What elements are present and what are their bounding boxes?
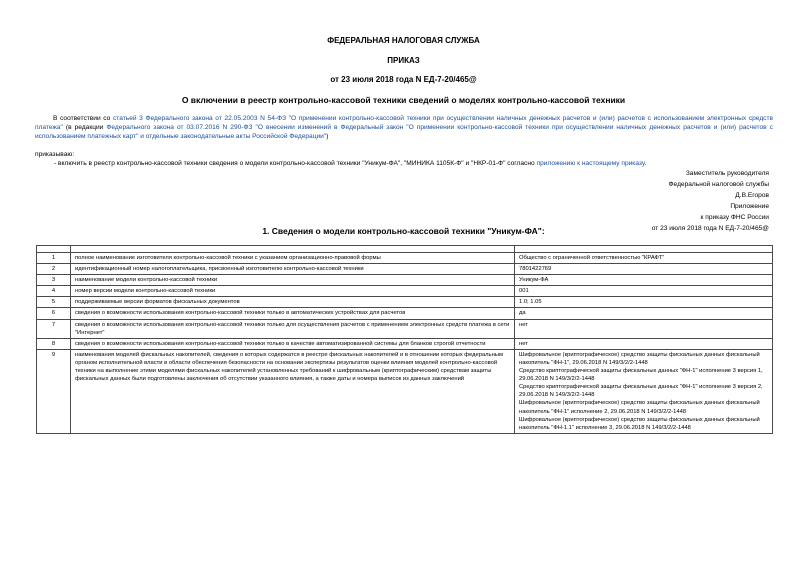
table-row xyxy=(37,297,773,308)
law-54fz-link[interactable]: статьей 3 Федерального закона от 22.05.2003 N 54-ФЗ "О применении контрольно-кассовой техники при осуществлении наличных денежных расчетов и (или) расчетов с использованием электронных средств платежа" xyxy=(35,115,773,131)
row-value: 1.0; 1.05 xyxy=(515,297,773,308)
document-subject: О включении в реестр контрольно-кассовой техники сведений о моделях контрольно-кассовой техники xyxy=(181,95,626,105)
signer-name: Д.В.Егоров xyxy=(735,192,769,199)
intro-text-3: ) xyxy=(326,133,329,140)
row-number: 8 xyxy=(37,338,71,349)
table-row xyxy=(37,253,773,264)
model-info-table xyxy=(36,245,773,434)
row-description: наименования моделей фискальных накопителей, сведения о которых содержатся в реестре фискальных накопителей и в отношении которых федеральным органом исполнительной власти в области обеспечения безопасности на основании экспертизы результатов оценки влияния моделей контрольно-кассовой техники на выполнение этими моделями фискальных накопителей установленных требований к шифровальным (криптографическим) средствам защиты фискальных данных были подготовлены заключения об отсутствии указанного влияния, а также даты и номера выписок из данных заключений xyxy=(71,349,515,433)
row-number: 9 xyxy=(37,349,71,433)
table-row xyxy=(37,308,773,319)
signer-agency: Федеральной налоговой службы xyxy=(668,181,769,188)
row-number: 2 xyxy=(37,264,71,275)
row-number: 5 xyxy=(37,297,71,308)
row-value: 001 xyxy=(515,286,773,297)
row-description: идентификационный номер налогоплательщика, присвоенный изготовителю контрольно-кассовой техники xyxy=(71,264,515,275)
row-description: поддерживаемые версии форматов фискальных документов xyxy=(71,297,515,308)
row-value: да xyxy=(515,308,773,319)
decree-item-text: - включить в реестр контрольно-кассовой техники сведения о модели контрольно-кассовой техники "Уникум-ФА", "МИНИКА 1105К-Ф" и "НКР-01-Ф" согласно xyxy=(54,160,535,167)
row-value: 7801422769 xyxy=(515,264,773,275)
intro-text-2: (в редакции xyxy=(65,124,104,131)
row-description: сведения о возможности использования контрольно-кассовой техники только для осуществления расчетов с применением электронных средств платежа в сети "Интернет" xyxy=(71,319,515,338)
table-row xyxy=(37,286,773,297)
row-number: 6 xyxy=(37,308,71,319)
decree-item xyxy=(54,159,774,168)
fiscal-drive-entry: Шифровальное (криптографическое) средство защиты фискальных данных фискальный накопитель "ФН-1.1" исполнение 3, 29.06.2018 N 149/3/2/2-1448 xyxy=(519,416,760,431)
signer-position: Заместитель руководителя xyxy=(685,170,769,177)
table-row xyxy=(37,319,773,338)
fiscal-drive-entry: Шифровальное (криптографическое) средство защиты фискальных данных фискальный накопитель "ФН-1" исполнение 2, 29.06.2018 N 149/3/2/2-1448 xyxy=(519,400,760,415)
row-value-list xyxy=(515,349,773,433)
appendix-to-order: к приказу ФНС России xyxy=(700,214,769,221)
law-290fz-link[interactable]: Федерального закона от 03.07.2016 N 290-ФЗ "О внесении изменений в Федеральный закон "О применении контрольно-кассовой техники при осуществлении наличных денежных расчетов и (или) расчетов с использованием платежных карт" и отдельные законодательные акты Российской Федерации" xyxy=(35,124,773,140)
table-row xyxy=(37,349,773,433)
row-description: полное наименование изготовителя контрольно-кассовой техники с указанием организационно-правовой формы xyxy=(71,253,515,264)
agency-title: ФЕДЕРАЛЬНАЯ НАЛОГОВАЯ СЛУЖБА xyxy=(327,36,480,45)
row-description: сведения о возможности использования контрольно-кассовой техники только в качестве автоматизированной системы для бланков строгой отчетности xyxy=(71,338,515,349)
row-number: 7 xyxy=(37,319,71,338)
fiscal-drive-entry: Средство криптографической защиты фискальных данных "ФН-1" исполнение 3 версия 1, 29.06.2018 N 149/3/2/2-1448 xyxy=(519,368,763,383)
fiscal-drive-entry: Средство криптографической защиты фискальных данных "ФН-1" исполнение 3 версия 2, 29.06.2018 N 149/3/2/2-1448 xyxy=(519,384,763,399)
row-number: 3 xyxy=(37,275,71,286)
row-value: нет xyxy=(515,319,773,338)
intro-paragraph xyxy=(35,114,773,141)
table-row xyxy=(37,275,773,286)
fiscal-drive-entry: Шифровальное (криптографическое) средство защиты фискальных данных фискальный накопитель "ФН-1", 29.06.2018 N 149/3/2/2-1448 xyxy=(519,351,760,366)
signature-block xyxy=(652,168,769,234)
row-number: 1 xyxy=(37,253,71,264)
row-description: наименование модели контрольно-кассовой техники xyxy=(71,275,515,286)
document-type: ПРИКАЗ xyxy=(387,56,420,65)
row-number: 4 xyxy=(37,286,71,297)
intro-text-1: В соответствии со xyxy=(53,115,111,122)
appendix-label: Приложение xyxy=(730,203,769,210)
document-date-number: от 23 июля 2018 года N ЕД-7-20/465@ xyxy=(330,75,477,84)
table-row xyxy=(37,338,773,349)
decree-word: приказываю: xyxy=(35,151,75,158)
row-value: нет xyxy=(515,338,773,349)
section-title: 1. Сведения о модели контрольно-кассовой техники "Уникум-ФА": xyxy=(262,226,545,236)
appendix-order-ref: от 23 июля 2018 года N ЕД-7-20/465@ xyxy=(651,225,769,232)
decree-item-end: . xyxy=(644,160,647,167)
row-description: сведения о возможности использования контрольно-кассовой техники только в автоматических устройствах для расчетов xyxy=(71,308,515,319)
row-value: Общество с ограниченной ответственностью "КРАФТ" xyxy=(515,253,773,264)
row-description: номер версии модели контрольно-кассовой техники xyxy=(71,286,515,297)
table-header-spacer xyxy=(37,246,773,253)
appendix-link[interactable]: приложению к настоящему приказу xyxy=(536,160,645,167)
table-row xyxy=(37,264,773,275)
row-value: Уникум-ФА xyxy=(515,275,773,286)
